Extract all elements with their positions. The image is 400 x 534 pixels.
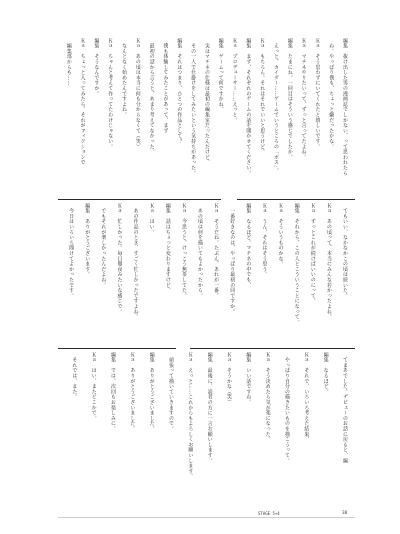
text-column: Ｋａ プロデューサー……えっと。 (231, 38, 238, 123)
text-column: やっぱり自分の描きたいものを描こうって。 (284, 352, 290, 464)
text-column: Ｋａ そういうものかな。 (277, 203, 284, 267)
page-number: 30 (342, 511, 348, 516)
text-column: 編集 では、次回もお楽しみに。 (110, 352, 116, 432)
text-column: Ｋａ はい。 (148, 203, 155, 235)
text-column: 編集 なるほど。 (322, 352, 329, 395)
text-column: てまあでした。デビューのお話に戻ると、編 (342, 352, 348, 464)
text-column: 編集 まず、それぞれのゲームの話を聞かせてください。 (245, 38, 252, 176)
text-column: Ｋａ ちゃんと考えて作ってたわけじゃない。 (107, 38, 114, 150)
text-column: 編集 最後に、読者の方に一言お願いします。 (206, 352, 213, 464)
text-column: Ｋａ マチネやりたいって、ずっと言ってたよね。 (300, 38, 307, 160)
text-column: 編集 ありがとうございます。 (84, 203, 91, 278)
text-column: 編集 ありがとうございました。 (148, 352, 155, 432)
text-column: Ｋａ そう思わずにいてくれたと嬉しいです。 (314, 38, 321, 150)
text-column: 編集 それから、この人とこういうことになって。 (293, 203, 300, 325)
text-column: 編集部からも…… (65, 38, 72, 86)
page-footer (58, 511, 358, 519)
text-column: Ｋａ そう決めたら気が楽になった。 (264, 352, 271, 443)
text-column: 編集 いい話ですね。 (245, 352, 252, 405)
text-column: てもいい、なかなかこの頃は続いた。 (342, 203, 348, 299)
text-column: Ｋａ そうだね。たぶん、あれが一番。 (213, 203, 220, 299)
text-column: Ｋａ うん、それはそう思う。 (261, 203, 268, 278)
text-column: 編集 抜け出した男の漫画誌でしかない、って思われたら (342, 38, 348, 176)
text-column: Ｋａ もちろん。それはそれでいいと思うけど。 (259, 38, 266, 155)
text-column: 編集 そうなんですか。 (93, 38, 100, 97)
text-column: 編集 なるほど。マチネの中でも、 (245, 203, 252, 288)
text-column: Ｋａ ありがとうございました。 (129, 352, 136, 432)
text-column: 編集 話はちょっと変わりますけど。 (164, 203, 171, 294)
text-column: あの頃は何を描いてもよかったから。 (197, 203, 203, 299)
text-column: なんとなく始めたんですよね。 (121, 38, 128, 118)
text-column: Ｋａ あの頃は本当に何も分からなくて（笑） (134, 38, 141, 150)
text-column: Ｋａ はい、またどこかで。 (90, 352, 97, 421)
text-column: ね。やっぱり僕も、ちょっと嫌だったかな。 (328, 38, 335, 150)
text-column: それでは、また。 (71, 352, 78, 400)
text-column: 最初の話から言うと、あまり考えてなかった。 (148, 38, 155, 155)
divider-rule (58, 348, 176, 349)
text-column: Ｋａ そうかな（笑） (226, 352, 232, 405)
text-column: Ｋａ えっと……これからもよろしくお願いします。 (187, 352, 194, 480)
text-column: あの作品のとき、すごく忙しかったですよね。 (132, 203, 139, 320)
text-column: 編集 ゲームって何ですかね。 (217, 38, 224, 113)
text-column: Ｋａ 今思うと、けっこう無茶してた。 (180, 203, 187, 299)
footer-label: STAGE 5+4 (258, 511, 280, 516)
text-column: 一番好きなのは、やっぱり最初の回ですか。 (229, 203, 236, 315)
divider-rule (58, 199, 221, 200)
divider-rule (190, 348, 355, 349)
text-column: その一人で仕掛けをしてみたいという気持ちがあった。 (190, 38, 197, 176)
text-column: Ｋａ あの頃って、本当にみんな若かったよね。 (325, 203, 332, 320)
text-column: でもそれが楽しかったんだよね。 (100, 203, 107, 288)
text-column: 今日はいろいろ聞けてよかったです。 (68, 203, 75, 299)
text-column: 実はマチネの仕様は最初の編集室だったんだけど、 (203, 38, 210, 166)
text-column: 編集 たまにね。一回目はそういう感じでしたか。 (286, 38, 293, 160)
text-column: 頑張って描いていきますので。 (168, 352, 174, 432)
text-column: えっと、カイダー……ゲームでいうところの「ボス」。 (272, 38, 279, 174)
text-band-middle (58, 203, 348, 346)
text-column: Ｋａ それで、いろいろ考えた結果、 (303, 352, 310, 443)
text-column: 編集 それはつまり、ひとつの作品として？ (176, 38, 183, 144)
text-column: 僕も体験してみたことがあって、まず (162, 38, 169, 134)
text-column: Ｋａ 忙しかった。毎日徹夜みたいな感じで。 (116, 203, 123, 315)
text-column: Ｋａ ずっとこれが続けばいいのにって。 (309, 203, 316, 304)
divider-rule (237, 199, 355, 200)
text-column: Ｋａ ちょっと入ってみたら、それがフィクションで (79, 38, 86, 166)
text-band-top (58, 38, 348, 195)
text-band-bottom (58, 352, 348, 504)
